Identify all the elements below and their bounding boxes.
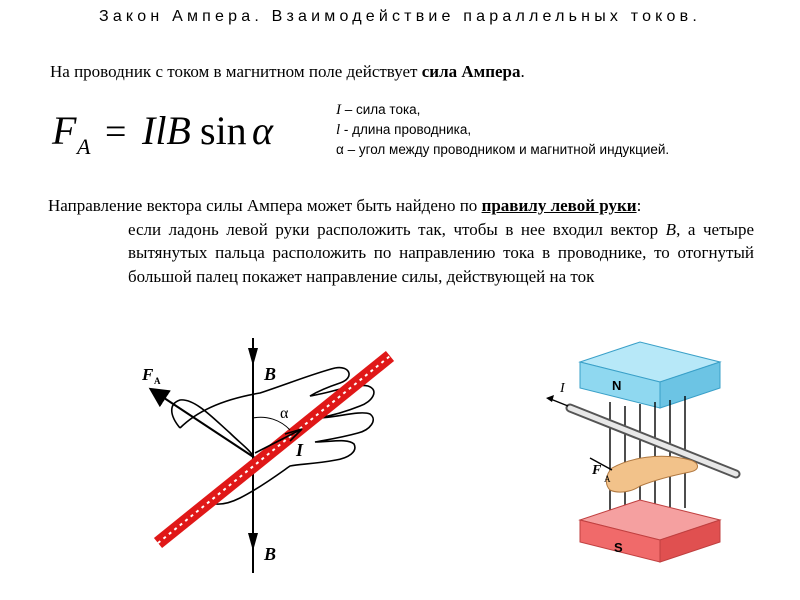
intro-end: . [520, 62, 525, 81]
paragraph-body-end: , а четыре вытянутых пальца расположить по направлению тока в проводнике, то отогнутый большой палец покажет направление силы, действующей на ток [128, 219, 754, 286]
palm-hand [606, 456, 697, 492]
formula-equals: = [105, 111, 127, 153]
paragraph-body [128, 218, 754, 289]
ampere-formula [50, 100, 290, 160]
left-hand-rule-paragraph [48, 194, 754, 288]
vector-b-var: B [665, 219, 677, 239]
definition-current [336, 100, 669, 120]
intro-plain: На проводник с током в магнитном поле действует [50, 62, 422, 81]
b-arrow-bottom [248, 533, 258, 551]
alpha-label: α [280, 405, 289, 422]
paragraph-colon: : [636, 196, 642, 215]
definition-text: - длина проводника, [340, 122, 472, 137]
paragraph-lead: Направление вектора силы Ампера может быть найдено по [48, 196, 482, 215]
symbol-l: l [336, 122, 341, 138]
current-label-right: I [560, 381, 565, 396]
b-label-top: B [264, 364, 277, 384]
definition-angle [336, 140, 669, 160]
intro-bold-term: сила Ампера [421, 62, 521, 81]
definition-length [336, 120, 669, 140]
south-label: S [614, 540, 623, 555]
paragraph-first-line [48, 194, 754, 218]
symbol-alpha: α [336, 142, 344, 157]
left-hand-diagram [140, 338, 400, 573]
formula-f: F [52, 108, 77, 153]
force-arrow [152, 390, 255, 458]
formula-ilb: IlB [142, 108, 191, 153]
intro-text [50, 62, 525, 82]
b-label-bottom: B [264, 544, 277, 564]
force-sub-right: A [604, 474, 611, 484]
north-label: N [612, 378, 622, 393]
formula-alpha: α [252, 108, 273, 153]
definition-text: – сила тока, [341, 102, 421, 117]
force-sub: A [154, 376, 161, 386]
slide-title: Закон Ампера. Взаимодействие параллельных токов. [98, 8, 702, 25]
formula-sin: sin [200, 108, 247, 153]
force-label: F [142, 365, 154, 384]
left-hand-rule-term: правилу левой руки [481, 196, 637, 215]
b-arrow-top [248, 348, 258, 366]
symbol-i: I [336, 102, 341, 118]
definitions-list [336, 100, 669, 160]
definition-text: – угол между проводником и магнитной индукцией. [343, 142, 670, 157]
current-label: I [296, 440, 304, 460]
force-label-right: F [592, 463, 602, 478]
paragraph-body-start: если ладонь левой руки расположить так, чтобы в нее входил вектор [128, 219, 666, 239]
formula-f-sub: A [77, 134, 91, 159]
magnet-diagram [540, 340, 760, 565]
